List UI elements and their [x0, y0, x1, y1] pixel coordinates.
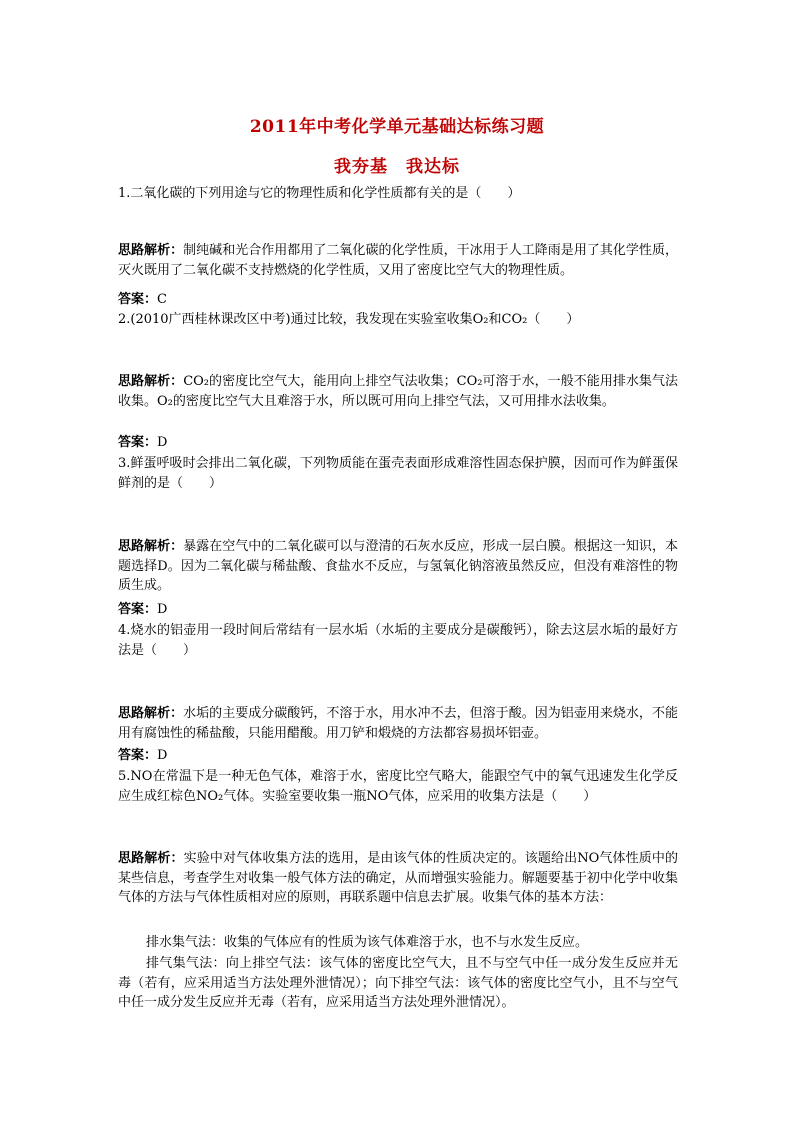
question-1-text: 1.二氧化碳的下列用途与它的物理性质和化学性质都有关的是（ ）	[118, 186, 521, 201]
answer-label: 答案：	[118, 435, 158, 450]
answer-label: 答案：	[118, 748, 158, 763]
question-3-text: 3.鲜蛋呼吸时会排出二氧化碳，下列物质能在蛋壳表面形成难溶性固态保护膜，因而可作为鲜蛋保鲜剂的是（ ）	[118, 456, 678, 491]
question-4-answer	[118, 746, 678, 766]
answer-value: D	[157, 748, 168, 763]
analysis-label: 思路解析：	[118, 851, 184, 866]
question-5-method-2: 排气集气法：向上排空气法：该气体的密度比空气大，且不与空气中任一成分发生反应并无毒（若有，应采用适当方法处理外泄情况）；向下排空气法：该气体的密度比空气小，且不与空气中任一成分发生反应并无毒（若有，应采用适当方法处理外泄情况）。	[118, 956, 678, 1010]
question-4-text: 4.烧水的铝壶用一段时间后常结有一层水垢（水垢的主要成分是碳酸钙），除去这层水垢的最好方法是（ ）	[118, 623, 678, 658]
answer-label: 答案：	[118, 602, 158, 617]
document-subtitle: 我夯基 我达标	[334, 157, 460, 177]
analysis-label: 思路解析：	[118, 374, 184, 389]
question-3-analysis	[118, 537, 678, 596]
question-2-answer	[118, 433, 678, 453]
question-5-analysis	[118, 849, 678, 908]
analysis-label: 思路解析：	[118, 706, 184, 721]
analysis-text: 实验中对气体收集方法的选用，是由该气体的性质决定的。该题给出NO气体性质中的某些信息，考查学生对收集一般气体方法的确定，从而增强实验能力。解题要基于初中化学中收集气体的方法与气体性质相对应的原则，再联系题中信息去扩展。收集气体的基本方法：	[118, 851, 678, 905]
question-2-text: 2.(2010广西桂林课改区中考)通过比较，我发现在实验室收集O₂和CO₂（ ）	[118, 312, 580, 327]
analysis-text: CO₂的密度比空气大，能用向上排空气法收集；CO₂可溶于水，一般不能用排水集气法收集。O₂的密度比空气大且难溶于水，所以既可用向上排空气法，又可用排水法收集。	[118, 374, 678, 409]
answer-value: D	[157, 602, 168, 617]
document-title: 2011年中考化学单元基础达标练习题	[249, 117, 545, 137]
answer-value: D	[157, 435, 168, 450]
question-1-answer	[118, 290, 678, 310]
question-2-analysis	[118, 372, 678, 411]
analysis-label: 思路解析：	[118, 243, 184, 258]
question-4-analysis	[118, 704, 678, 743]
analysis-label: 思路解析：	[118, 539, 184, 554]
question-1-analysis	[118, 241, 678, 280]
analysis-text: 暴露在空气中的二氧化碳可以与澄清的石灰水反应，形成一层白膜。根据这一知识，本题选择D。因为二氧化碳与稀盐酸、食盐水不反应，与氢氧化钠溶液虽然反应，但没有难溶性的物质生成。	[118, 539, 678, 593]
answer-label: 答案：	[118, 292, 158, 307]
analysis-text: 水垢的主要成分碳酸钙，不溶于水，用水冲不去，但溶于酸。因为铝壶用来烧水，不能用有腐蚀性的稀盐酸，只能用醋酸。用刀铲和煅烧的方法都容易损坏铝壶。	[118, 706, 678, 741]
question-5-method-1: 排水集气法：收集的气体应有的性质为该气体难溶于水，也不与水发生反应。	[146, 935, 589, 950]
answer-value: C	[157, 292, 167, 307]
analysis-text: 制纯碱和光合作用都用了二氧化碳的化学性质，干冰用于人工降雨是用了其化学性质，灭火既用了二氧化碳不支持燃烧的化学性质，又用了密度比空气大的物理性质。	[118, 243, 678, 278]
question-5-text: 5.NO在常温下是一种无色气体，难溶于水，密度比空气略大，能跟空气中的氧气迅速发生化学反应生成红棕色NO₂气体。实验室要收集一瓶NO气体，应采用的收集方法是（ ）	[118, 769, 678, 804]
question-3-answer	[118, 600, 678, 620]
